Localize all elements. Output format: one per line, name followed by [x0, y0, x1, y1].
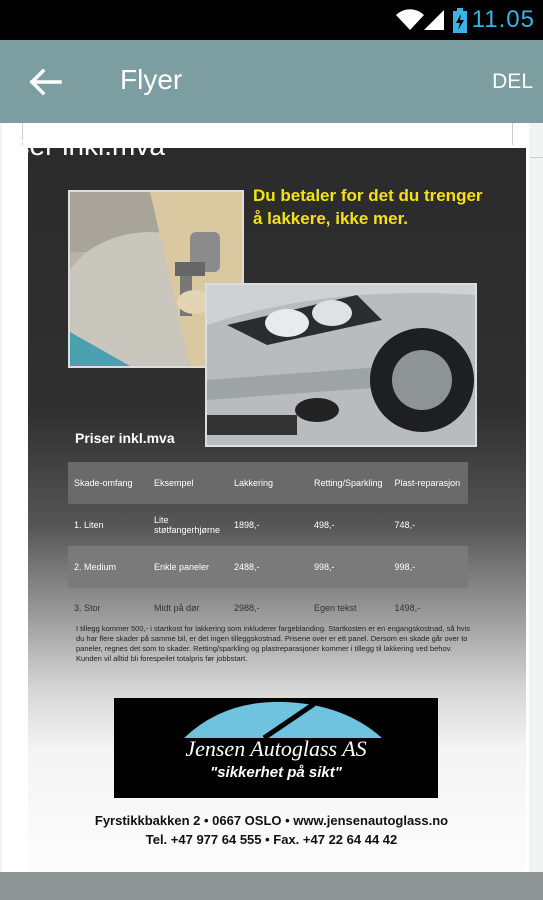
wifi-icon: [395, 8, 425, 32]
table-header-cell: Lakkering: [234, 478, 274, 488]
table-cell: 2988,-: [234, 603, 260, 613]
flyer-cut-heading: riser inkl.mva: [0, 130, 165, 161]
company-address: Fyrstikkbakken 2 • 0667 OSLO • www.jensenautoglass.no: [94, 813, 449, 828]
table-row: [68, 546, 468, 588]
table-cell: 998,-: [394, 562, 416, 572]
status-bar: [0, 0, 543, 40]
back-arrow-icon[interactable]: [26, 64, 66, 100]
table-header-cell: Plast-reparasjon: [394, 478, 461, 488]
table-header-row: [68, 462, 468, 504]
status-time: 11.05: [471, 6, 535, 33]
table-cell: Egen tekst: [314, 603, 357, 613]
prices-title: Priser inkl.mva: [75, 430, 175, 446]
car-headlight-photo: [205, 283, 477, 447]
table-cell: Enkle paneler: [154, 562, 210, 572]
table-cell: 2. Medium: [74, 562, 117, 572]
share-button[interactable]: DEL: [492, 70, 533, 93]
table-cell: 498,-: [314, 520, 335, 530]
windshield-logo-icon: [114, 698, 438, 738]
table-row: [68, 504, 468, 546]
table-row: [68, 588, 468, 628]
company-slogan: "sikkerhet på sikt": [210, 764, 342, 781]
company-phone: Tel. +47 977 64 555 • Fax. +47 22 64 44 42: [145, 832, 398, 847]
app-bar: [0, 40, 543, 123]
table-cell: Lite støtfangerhjørne: [154, 515, 221, 535]
pricing-note: I tillegg kommer 500,- i startkost for lakkering som inkluderer fargeblanding. Startkosten er en engangskostnad, så hvis du har flere skader på samme bil, er det ingen tilleggskostnad. Prisene over er ett panel. Dersom en skade går over to paneler, regnes det som to skader. Retting/sparkling og plastreparasjoner kommer i tillegg til lakkering ved behov. Kunden vil alltid bli forespeilet totalpris før jobbstart.: [76, 624, 470, 663]
table-cell: 1498,-: [394, 603, 421, 613]
table-cell: 998,-: [314, 562, 335, 572]
bottom-bar: [0, 872, 543, 900]
battery-icon: [452, 8, 468, 34]
signal-icon: [422, 8, 446, 32]
table-cell: 1. Liten: [74, 520, 104, 530]
company-logo: [114, 698, 438, 798]
table-cell: 2488,-: [234, 562, 260, 572]
prices-table: [68, 462, 468, 628]
document-viewer[interactable]: [0, 123, 543, 900]
table-cell: Midt på dør: [154, 603, 200, 613]
table-cell: 1898,-: [234, 520, 260, 530]
table-cell: 3. Stor: [74, 603, 101, 613]
table-header-cell: Retting/Sparkling: [314, 478, 383, 488]
table-cell: 748,-: [394, 520, 416, 530]
table-header-cell: Eksempel: [154, 478, 194, 488]
table-header-cell: Skade-omfang: [74, 478, 133, 488]
flyer-headline: Du betaler for det du trenger å lakkere, ikke mer.: [253, 186, 483, 228]
page-title: Flyer: [120, 64, 183, 95]
company-name: Jensen Autoglass AS: [185, 736, 367, 761]
flyer-layer: [0, 123, 543, 900]
